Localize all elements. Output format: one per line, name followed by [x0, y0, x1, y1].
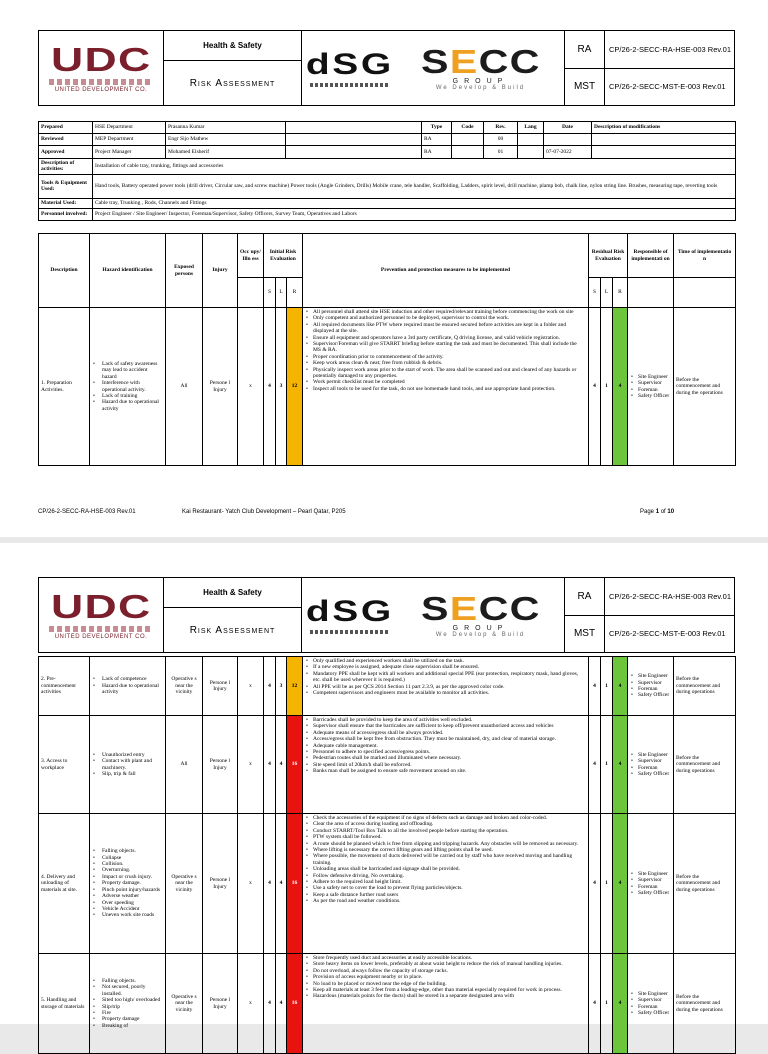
control-measures-item: • Proper coordination prior to commencement of the activity. — [305, 354, 586, 360]
exposed-persons: All — [166, 308, 203, 466]
responsible-list-item: • Site Engineer — [630, 871, 671, 877]
control-measures-item: • Hazardous (materials points for the ducts) shall be stored in a separate designated area with — [305, 993, 586, 999]
hazard-list — [90, 716, 166, 814]
control-measures-item: • Banks man shall be assigned to ensure safe movement around on site. — [305, 768, 586, 774]
responsible-list-item: • Foreman — [630, 387, 671, 393]
initial-risk-rating: 12 — [287, 308, 303, 466]
control-measures-item: • Site speed limit of 20km/h shall be enforced. — [305, 762, 586, 768]
initial-likelihood: 4 — [276, 814, 287, 954]
initial-severity: 4 — [264, 954, 276, 1054]
injury-type: Persone l Injury — [203, 308, 238, 466]
secc-logo: SECC GROUP We Develop & Build — [397, 31, 565, 105]
occupational-illness: x — [238, 954, 264, 1054]
residual-likelihood: 1 — [601, 657, 613, 716]
implementation-time: Before the commencement and during operations — [674, 814, 736, 954]
control-measures — [303, 954, 589, 1054]
control-measures-item: • Supervisor shall ensure that the barricades are sufficient to keep off/prevent unauthorized access and vehicles — [305, 723, 586, 729]
responsible-list-item: • Supervisor — [630, 380, 671, 386]
hazard-list-item: • Vehicle Accident — [92, 906, 163, 912]
control-measures-item: • Ensure all equipment and operators have a 3rd party certificate, Q driving license, and valid vehicle registration. — [305, 335, 586, 341]
control-measures-item: • Where lifting is necessary the correct lifting gears and lifting points shall be used. — [305, 847, 586, 853]
activity-description: 1. Preparation Activities. — [39, 308, 90, 466]
responsible-list-item: • Supervisor — [630, 877, 671, 883]
hazard-list-item: • Fire — [92, 1010, 163, 1016]
residual-risk-rating: 4 — [613, 657, 628, 716]
initial-likelihood: 4 — [276, 716, 287, 814]
hazard-list-item: • Lack of training — [92, 393, 163, 399]
injury-type: Persone l Injury — [203, 954, 238, 1054]
hazard-list-item: • Interference with operational activity. — [92, 380, 163, 393]
hazard-list-item: • Not secured, poorly installed. — [92, 984, 163, 997]
hazard-list-item: • Sited too high/ overloaded — [92, 997, 163, 1003]
control-measures-item: • Work permit checklist must be completed — [305, 379, 586, 385]
control-measures-item: • Only qualified and experienced workers shall be utilized on the task. — [305, 658, 586, 664]
control-measures-item: • Adequate means of access/egress shall be always provided. — [305, 730, 586, 736]
control-measures-item: • Mandatory PPE shall be kept with all workers and additional special PPE (ear protection, respiratory mask, hand gloves, etc. shall be used wherever it is required.) — [305, 671, 586, 684]
hazard-list-item: • Contact with plant and machinery. — [92, 758, 163, 771]
header-title-block: Health & Safety Risk Assessment — [164, 578, 302, 652]
control-measures-item: • Supervisor/Foreman will give STARRT briefing before starting the task and must be documented. This shall include the MS & RA. — [305, 341, 586, 354]
control-measures-item: • Adequate cable management. — [305, 743, 586, 749]
activity-description: 5. Handling and storage of materials — [39, 954, 90, 1054]
injury-type: Persone l Injury — [203, 814, 238, 954]
health-safety-label: Health & Safety — [164, 31, 301, 61]
control-measures-item: • All personnel shall attend site HSE induction and other required/relevant training before commencing the work on site — [305, 309, 586, 315]
udc-arabic-script — [49, 79, 153, 85]
udc-logo: UDC UNITED DEVELOPMENT CO. — [39, 31, 164, 105]
occupational-illness: x — [238, 308, 264, 466]
residual-severity: 4 — [589, 716, 601, 814]
implementation-time: Before the commencement and during operations — [674, 657, 736, 716]
control-measures-item: • Clear the area of access during loading and offloading. — [305, 821, 586, 827]
control-measures — [303, 308, 589, 466]
responsible-list-item: • Site Engineer — [630, 673, 671, 679]
hazard-list — [90, 657, 166, 716]
residual-risk-rating: 4 — [613, 814, 628, 954]
table-row — [39, 716, 736, 814]
hazard-list-item: • Lack of safety awareness may lead to accident hazard — [92, 361, 163, 380]
control-measures-item: • Only competent and authorized personnel to be deployed, supervisor to control the work. — [305, 315, 586, 321]
responsible-list-item: • Foreman — [630, 884, 671, 890]
hazard-list-item: • Slip/trip — [92, 1004, 163, 1010]
control-measures-item: • Follow defensive driving, No overtaking. — [305, 873, 586, 879]
risk-table-page-2 — [38, 656, 736, 1054]
injury-type: Persone l Injury — [203, 657, 238, 716]
hazard-list-item: • Falling objects. — [92, 978, 163, 984]
udc-logo: UDC UNITED DEVELOPMENT CO. — [39, 578, 164, 652]
control-measures-item: • Use a safety net to cover the load to prevent flying particles/objects. — [305, 885, 586, 891]
hazard-list-item: • Property damage — [92, 1016, 163, 1022]
page-number: Page 1 of 10 — [640, 509, 675, 515]
control-measures-item: • Check the accessories of the equipment if no signs of defects such as damage and broken and color-coded. — [305, 815, 586, 821]
hazard-list-item: • Hazard due to operational activity — [92, 399, 163, 412]
hazard-list-item: • Slip, trip & fall — [92, 771, 163, 777]
responsible-list-item: • Foreman — [630, 1004, 671, 1010]
footer-reference: CP/26-2-SECC-RA-HSE-003 Rev.01 — [38, 509, 136, 515]
control-measures — [303, 657, 589, 716]
tools-list: Hand tools, Battery operated power tools (drill driver, Circular saw, and screw machine) Power tools (Angle Grinders, Drills) Mobile crane, tele handler, Scaffolding, Ladders, spirit level, drill machine, plamp bob, chalk line, nylon string line. Brushes, measuring tape, reverting tools — [93, 174, 736, 198]
table-row — [39, 657, 736, 716]
control-measures-item: • Keep a safe distance further road users — [305, 892, 586, 898]
responsible-list — [628, 308, 674, 466]
responsible-list — [628, 814, 674, 954]
injury-type: Persone l Injury — [203, 716, 238, 814]
hazard-list — [90, 954, 166, 1054]
hazard-list-item: • Over speeding — [92, 900, 163, 906]
control-measures-item: • Do not overload, always follow the capacity of storage racks. — [305, 968, 586, 974]
responsible-list-item: • Foreman — [630, 686, 671, 692]
hazard-list-item: • Uneven work site roads — [92, 912, 163, 918]
initial-severity: 4 — [264, 814, 276, 954]
table-row — [39, 954, 736, 1054]
residual-likelihood: 1 — [601, 814, 613, 954]
responsible-list-item: • Safety Officer — [630, 393, 671, 399]
page-2 — [0, 543, 768, 1029]
residual-risk-rating: 4 — [613, 308, 628, 466]
initial-likelihood: 3 — [276, 308, 287, 466]
responsible-list-item: • Supervisor — [630, 758, 671, 764]
activities-description: Installation of cable tray, trunking, fittings and accessories — [93, 159, 736, 175]
control-measures-item: • A route should be planned which is free from slipping and tripping hazards. Any obstacles will be removed as necessary. — [305, 841, 586, 847]
table-row — [39, 308, 736, 466]
control-measures-item: • Competent supervisors and engineers must be available to monitor all activities. — [305, 690, 586, 696]
hazard-list-item: • Overturning. — [92, 867, 163, 873]
responsible-list-item: • Supervisor — [630, 680, 671, 686]
control-measures-item: • All required documents like PTW where required must be ensured secured before activities are kept in a folder and displayed at the site. — [305, 322, 586, 335]
residual-severity: 4 — [589, 814, 601, 954]
initial-risk-rating: 16 — [287, 954, 303, 1054]
activity-description: 2. Pre-commencement activities — [39, 657, 90, 716]
control-measures-item: • Personnel to adhere to specified access/egress points. — [305, 749, 586, 755]
control-measures-item: • Where possible, the movement of ducts delivered will be carried out by staff who have received moving and handling training. — [305, 853, 586, 866]
materials-list: Cable tray, Trunking , Rods, Channels and Fittings — [93, 198, 736, 208]
residual-risk-rating: 4 — [613, 716, 628, 814]
occupational-illness: x — [238, 814, 264, 954]
initial-severity: 4 — [264, 716, 276, 814]
residual-likelihood: 1 — [601, 954, 613, 1054]
document-header — [38, 577, 735, 653]
control-measures-item: • If a new employee is assigned, adequate close supervision shall be ensured. — [305, 664, 586, 670]
hazard-list — [90, 308, 166, 466]
risk-table-page-1: Description Hazard identification Exposed persons Injury Occ upy/ Illn ess Initial Risk Evaluation Prevention and protection measures to be implemented Residual Risk Evaluation Responsible of implementati on Time of implementatio n S L R S L R 1. Preparation Activities. • Lack of safety awareness may lead to accident hazard • Interference with operational activity. • Lack of training • Hazard due to operational activity All Persone l Injury x 4 3 12 • All personnel shall attend site HSE induction and other required/relevant training before commencing the work on site • Only competent and authorized personnel to be deployed, supervisor to control the work. • All required documents like PTW where required must be ensured secured before activities are kept in a folder and displayed at the site. • Ensure all equipment and operators have a 3rd party certificate, Q driving license, and valid vehicle registration. • Supervisor/Foreman will give STARRT briefing before starting the task and must be documented. This shall include the MS & RA. • Proper coordination prior to commencement of the activity. • Keep work areas clean & neat; free from rubbish & debris. • Physically inspect work areas prior to the start of work. The area shall be scanned and out and cleared of any hazards or potentially damaged to any properties. • Work permit checklist must be completed • Inspect all tools to be used for the task, do not use homemade hand tools, and use appropriate hand protection. 4 1 4 • Site Engineer • Supervisor • Foreman • Safety Officer Before the commencement and during the operations — [38, 233, 736, 466]
responsible-list-item: • Safety Officer — [630, 771, 671, 777]
hazard-list-item: • Pinch point injury/hazards — [92, 887, 163, 893]
responsible-list-item: • Foreman — [630, 765, 671, 771]
responsible-list — [628, 657, 674, 716]
document-info-table: Prepared HSE Department Prasanna Kumar Type Code Rev. Lang Date Description of modifications Reviewed MEP Department Engr Sijo Mathew RA 00 Approved Project Manager Mohamed Elsherif RA 01 07-07-2022 Description of activities: Installation of cable tray, trunking, fittings and accessories Tools & Equipment Used: Hand tools, Battery operated power tools (drill driver, Circular saw, and screw machine) Power tools (Angle Grinders, Drills) Mobile crane, tele handler, Scaffolding, Ladders, spirit level, drill machine, plamp bob, chalk line, nylon string line. Brushes, measuring tape, reverting tools Material Used: Cable tray, Trunking , Rods, Channels and Fittings Personnel involved: Project Engineer / Site Engineer/ Inspector, Foreman/Supervisor, Safety Officers, Survey Team, Operatives and Labors — [38, 121, 736, 221]
table-header-row: Description Hazard identification Exposed persons Injury Occ upy/ Illn ess Initial Risk Evaluation Prevention and protection measures to be implemented Residual Risk Evaluation Responsible of implementati on Time of implementatio n — [39, 234, 736, 278]
control-measures-item: • No load to be placed or moved near the edge of the building. — [305, 981, 586, 987]
implementation-time: Before the commencement and during the operations — [674, 954, 736, 1054]
residual-severity: 4 — [589, 954, 601, 1054]
hazard-list-item: • Collision. — [92, 861, 163, 867]
hazard-list-item: • Unauthorized entry — [92, 752, 163, 758]
risk-assessment-title: Risk Assessment — [189, 77, 276, 89]
hazard-list-item: • Impact or crush injury. — [92, 874, 163, 880]
table-row — [39, 814, 736, 954]
responsible-list-item: • Safety Officer — [630, 1010, 671, 1016]
ref-numbers: CP/26-2-SECC-RA-HSE-003 Rev.01 CP/26-2-SECC-MST-E-003 Rev.01 — [605, 578, 734, 652]
secc-logo: SECC GROUP We Develop & Build — [397, 578, 565, 652]
ra-reference: CP/26-2-SECC-RA-HSE-003 Rev.01 — [605, 31, 734, 69]
control-measures-item: • Keep work areas clean & neat; free from rubbish & debris. — [305, 360, 586, 366]
hazard-list-item: • Falling objects. — [92, 848, 163, 854]
dsg-logo: dSG — [302, 31, 397, 105]
control-measures-item: • Physically inspect work areas prior to the start of work. The area shall be scanned and out and cleared of any hazards or potentially damaged to any properties. — [305, 367, 586, 380]
control-measures-item: • Inspect all tools to be used for the task, do not use homemade hand tools, and use appropriate hand protection. — [305, 386, 586, 392]
control-measures — [303, 716, 589, 814]
exposed-persons: Operative s near the vicinity — [166, 657, 203, 716]
activity-description: 4. Delivery and unloading of materials at site. — [39, 814, 90, 954]
hazard-list-item: • Breaking of — [92, 1023, 163, 1029]
control-measures — [303, 814, 589, 954]
occupational-illness: x — [238, 716, 264, 814]
secc-logo-text: SECC — [420, 42, 541, 80]
responsible-list-item: • Site Engineer — [630, 991, 671, 997]
responsible-list-item: • Safety Officer — [630, 692, 671, 698]
footer-project: Kai Restaurant- Yatch Club Development – Pearl Qatar, P205 — [182, 509, 346, 515]
initial-risk-rating: 12 — [287, 657, 303, 716]
responsible-list-item: • Site Engineer — [630, 752, 671, 758]
control-measures-item: • Provision of access equipment nearby or in place. — [305, 974, 586, 980]
implementation-time: Before the commencement and during the operations — [674, 308, 736, 466]
personnel-list: Project Engineer / Site Engineer/ Inspector, Foreman/Supervisor, Safety Officers, Survey Team, Operatives and Labors — [93, 208, 736, 220]
hazard-list — [90, 814, 166, 954]
control-measures-item: • Unloading areas shall be barricaded and signage shall be provided. — [305, 866, 586, 872]
hazard-list-item: • Property damage. — [92, 880, 163, 886]
control-measures-item: • Access/egress shall be kept free from obstruction. They must be maintained, dry, and clear of material storage. — [305, 736, 586, 742]
control-measures-item: • As per the road and weather conditions. — [305, 898, 586, 904]
hazard-list-item: • Collapse — [92, 855, 163, 861]
control-measures-item: • PTW system shall be followed. — [305, 834, 586, 840]
header-title-block — [164, 31, 302, 105]
control-measures-item: • Keep all materials at least 3 feet from a leading-edge, other than material especially required for work in process. — [305, 987, 586, 993]
control-measures-item: • All PPE will be as per QCS 2014 Section 11 part 2.3.9, as per the approved color code. — [305, 684, 586, 690]
ref-labels: RA MST — [565, 31, 605, 105]
initial-likelihood: 4 — [276, 954, 287, 1054]
residual-likelihood: 1 — [601, 308, 613, 466]
residual-likelihood: 1 — [601, 716, 613, 814]
control-measures-item: • Adhere to the required load height limit. — [305, 879, 586, 885]
exposed-persons: Operative s near the vicinity — [166, 814, 203, 954]
initial-risk-rating: 16 — [287, 814, 303, 954]
occupational-illness: x — [238, 657, 264, 716]
mst-reference: CP/26-2-SECC-MST-E-003 Rev.01 — [609, 82, 726, 92]
control-measures-item: • Barricades shall be provided to keep the area of activities well excluded. — [305, 717, 586, 723]
initial-likelihood: 3 — [276, 657, 287, 716]
hazard-list-item: • Adverse weather — [92, 893, 163, 899]
initial-severity: 4 — [264, 308, 276, 466]
control-measures-item: • Pedestrian routes shall be marked and illuminated where necessary. — [305, 755, 586, 761]
ref-labels: RA MST — [565, 578, 605, 652]
hazard-list-item: • Lack of competence — [92, 676, 163, 682]
responsible-list-item: • Supervisor — [630, 997, 671, 1003]
residual-severity: 4 — [589, 657, 601, 716]
implementation-time: Before the commencement and during operations — [674, 716, 736, 814]
initial-severity: 4 — [264, 657, 276, 716]
responsible-list-item: • Safety Officer — [630, 890, 671, 896]
control-measures-item: • Store heavy items on lower levels, preferably at about waist height to reduce the risk of manual handling injuries. — [305, 961, 586, 967]
exposed-persons: Operative s near the vicinity — [166, 954, 203, 1054]
document-header — [38, 30, 735, 106]
hazard-list-item: • Hazard due to operational activity — [92, 683, 163, 696]
residual-severity: 4 — [589, 308, 601, 466]
ref-numbers — [605, 31, 734, 105]
responsible-list — [628, 716, 674, 814]
control-measures-item: • Conduct STARRT/Tool Box Talk to all the involved people before starting the operation. — [305, 828, 586, 834]
responsible-list — [628, 954, 674, 1054]
control-measures-item: • Store frequently used duct and accessories at easily accessible locations. — [305, 955, 586, 961]
dsg-logo: dSG — [302, 578, 397, 652]
exposed-persons: All — [166, 716, 203, 814]
activity-description: 3. Access to workplace — [39, 716, 90, 814]
responsible-list-item: • Site Engineer — [630, 374, 671, 380]
initial-risk-rating: 16 — [287, 716, 303, 814]
residual-risk-rating: 4 — [613, 954, 628, 1054]
